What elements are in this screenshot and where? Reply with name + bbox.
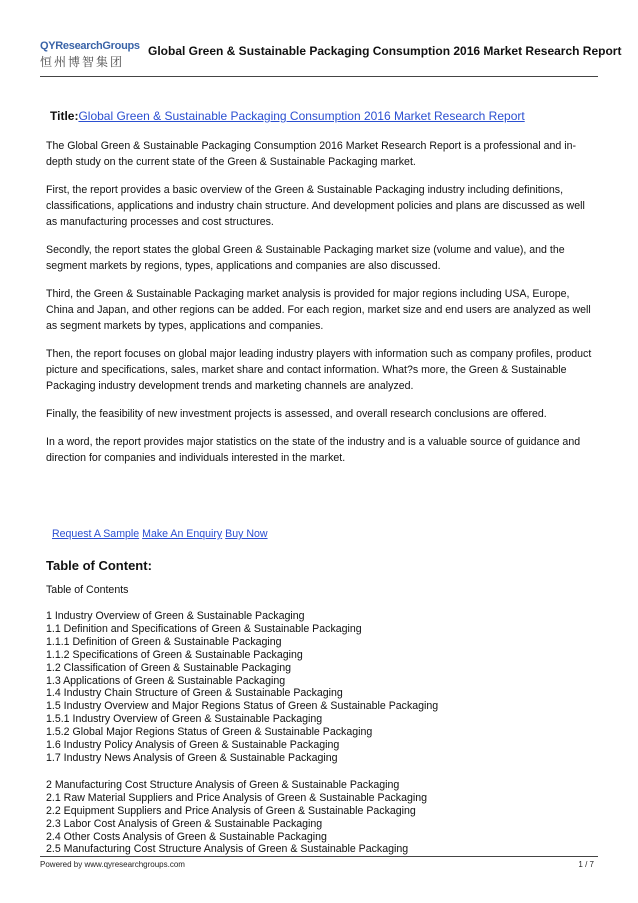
page-number: 1 / 7 xyxy=(578,860,594,869)
make-enquiry-link[interactable]: Make An Enquiry xyxy=(142,528,223,540)
page-header xyxy=(40,38,622,77)
logo-wordmark: QYResearchGroups xyxy=(40,40,140,52)
toc-line: 1.5.1 Industry Overview of Green & Sustainable Packaging xyxy=(46,713,323,726)
title-label: Title: xyxy=(50,109,79,123)
toc-line: 1.6 Industry Policy Analysis of Green & Sustainable Packaging xyxy=(46,739,340,752)
toc-line: 1.2 Classification of Green & Sustainable Packaging xyxy=(46,661,291,674)
toc-line: 1.1.1 Definition of Green & Sustainable Packaging xyxy=(46,635,282,648)
paragraph: In a word, the report provides major statistics on the state of the industry and is a valuable source of guidance and direction for companies and individuals interested in the market. xyxy=(46,436,581,464)
paragraph: Finally, the feasibility of new investment projects is assessed, and overall research conclusions are offered. xyxy=(46,408,547,420)
toc-line: 2.5 Manufacturing Cost Structure Analysis of Green & Sustainable Packaging xyxy=(46,843,409,856)
report-title-link[interactable]: Global Green & Sustainable Packaging Consumption 2016 Market Research Report xyxy=(78,109,525,123)
toc-section-2 xyxy=(46,779,594,856)
page-footer xyxy=(40,856,598,873)
paragraph: Secondly, the report states the global Green & Sustainable Packaging market size (volume and value), and the segment markets by regions, types, applications and companies are also discussed. xyxy=(46,244,565,272)
toc-subheading: Table of Contents xyxy=(46,584,129,596)
toc-line: 1.1 Definition and Specifications of Green & Sustainable Packaging xyxy=(46,622,362,635)
powered-by-text: Powered by www.qyresearchgroups.com xyxy=(40,860,185,869)
toc-line: 1.7 Industry News Analysis of Green & Sustainable Packaging xyxy=(46,751,338,764)
toc-line: 1 Industry Overview of Green & Sustainable Packaging xyxy=(46,610,305,622)
paragraph: The Global Green & Sustainable Packaging Consumption 2016 Market Research Report is a professional and in-depth study on the current state of the Green & Sustainable Packaging market. xyxy=(46,140,576,168)
paragraph: Then, the report focuses on global major leading industry players with information such as company profiles, product picture and specifications, sales, market share and contact information. What?s more, the Green & Sustainable Packaging industry development trends and marketing channels are analyzed. xyxy=(46,348,592,392)
toc-line: 1.5.2 Global Major Regions Status of Green & Sustainable Packaging xyxy=(46,726,373,739)
document-body xyxy=(46,108,594,870)
toc-line: 1.5 Industry Overview and Major Regions Status of Green & Sustainable Packaging xyxy=(46,700,439,713)
toc-line: 2.2 Equipment Suppliers and Price Analysis of Green & Sustainable Packaging xyxy=(46,804,416,817)
toc-line: 2.1 Raw Material Suppliers and Price Analysis of Green & Sustainable Packaging xyxy=(46,791,427,804)
header-title: Global Green & Sustainable Packaging Consumption 2016 Market Research Report xyxy=(148,44,622,58)
buy-now-link[interactable]: Buy Now xyxy=(225,528,268,540)
request-sample-link[interactable]: Request A Sample xyxy=(52,528,140,540)
toc-section-1 xyxy=(46,610,594,765)
action-links xyxy=(52,526,594,542)
toc-line: 2 Manufacturing Cost Structure Analysis of Green & Sustainable Packaging xyxy=(46,778,400,791)
toc-line: 2.3 Labor Cost Analysis of Green & Sustainable Packaging xyxy=(46,817,323,830)
logo-chinese-text: 恒州博智集团 xyxy=(40,55,125,69)
toc-line: 1.1.2 Specifications of Green & Sustainable Packaging xyxy=(46,648,303,661)
paragraph: Third, the Green & Sustainable Packaging market analysis is provided for major regions including USA, Europe, China and Japan, and other regions can be added. For each region, market size and end users are analyzed as well as segment markets by types, applications and companies. xyxy=(46,288,591,332)
toc-line: 1.4 Industry Chain Structure of Green & Sustainable Packaging xyxy=(46,687,343,700)
toc-heading: Table of Content: xyxy=(46,558,152,573)
paragraph: First, the report provides a basic overview of the Green & Sustainable Packaging industry including definitions, classifications, applications and industry chain structure. And development policies and plans are discussed as well as manufacturing processes and cost structures. xyxy=(46,184,585,228)
toc-line: 1.3 Applications of Green & Sustainable Packaging xyxy=(46,674,286,687)
toc-line: 2.4 Other Costs Analysis of Green & Sustainable Packaging xyxy=(46,830,327,843)
qyresearch-logo xyxy=(40,40,140,72)
report-title-line xyxy=(50,108,594,124)
